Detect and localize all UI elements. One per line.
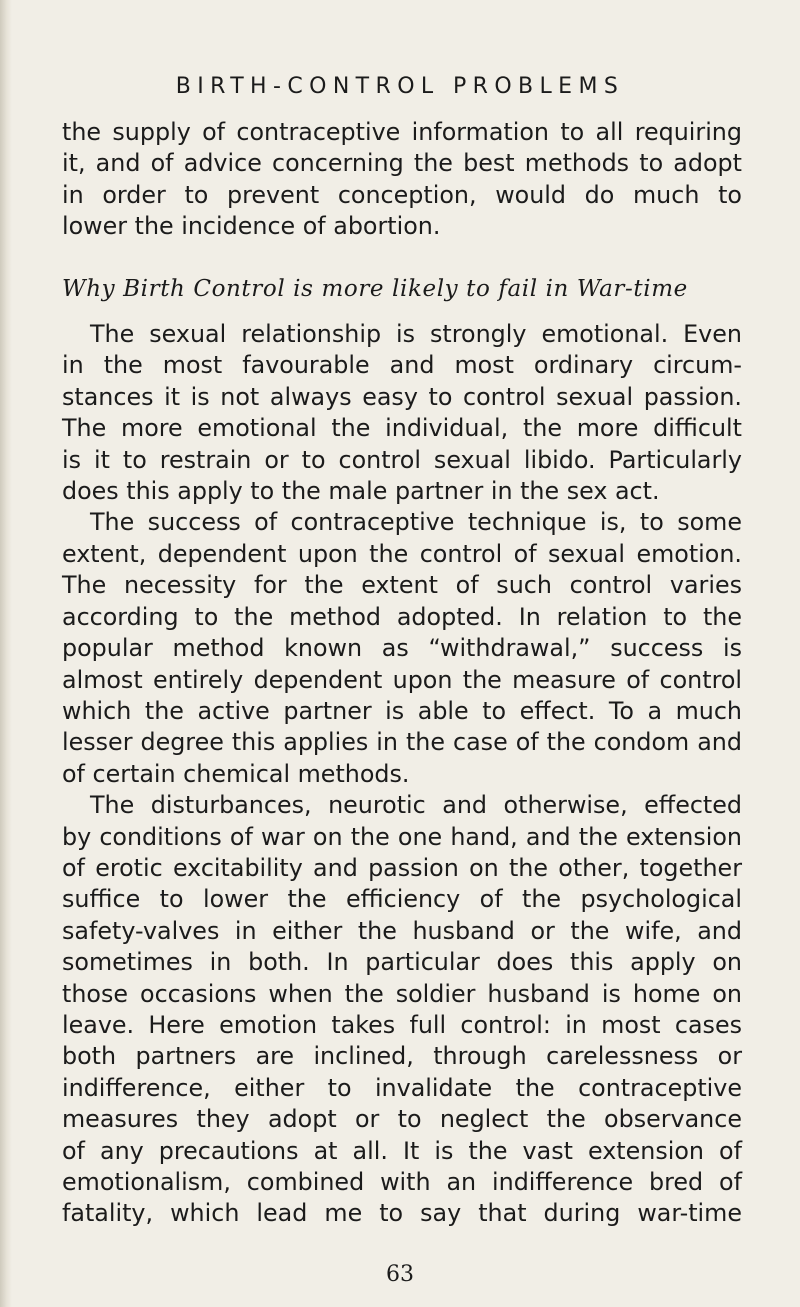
section-heading: Why Birth Control is more likely to fail in War-time xyxy=(62,275,688,302)
page-number: 63 xyxy=(386,1262,414,1287)
body-paragraph xyxy=(62,507,742,790)
text-line: both partners are inclined, through carelessness or xyxy=(62,1042,742,1071)
text-block xyxy=(62,117,742,1230)
text-line: which the active partner is able to effect. To a much xyxy=(62,696,742,725)
text-line: is it to restrain or to control sexual libido. Particularly xyxy=(62,445,742,474)
text-line: by conditions of war on the one hand, and the extension xyxy=(62,822,742,851)
text-line: The necessity for the extent of such control varies xyxy=(62,571,742,600)
text-line: The success of contraceptive technique is, to some xyxy=(90,508,742,537)
text-line: of erotic excitability and passion on the other, together xyxy=(62,853,742,882)
text-line: of any precautions at all. It is the vast extension of xyxy=(62,1136,742,1165)
text-line: suffice to lower the efficiency of the psychological xyxy=(62,885,742,914)
body-paragraph xyxy=(62,790,742,1230)
body-paragraph xyxy=(62,319,742,507)
opening-paragraph xyxy=(62,117,742,243)
text-line: The disturbances, neurotic and otherwise, effected xyxy=(90,791,742,820)
binding-shadow xyxy=(0,0,12,1307)
running-head: BIRTH-CONTROL PROBLEMS xyxy=(175,74,625,99)
text-line: lesser degree this applies in the case of the condom and xyxy=(62,728,742,757)
text-line: measures they adopt or to neglect the observance xyxy=(62,1105,742,1134)
text-line: popular method known as “withdrawal,” success is xyxy=(62,634,742,663)
text-line: almost entirely dependent upon the measure of control xyxy=(62,665,742,694)
text-line: indifference, either to invalidate the contraceptive xyxy=(62,1073,742,1102)
text-line: leave. Here emotion takes full control: in most cases xyxy=(62,1010,742,1039)
text-line: in order to prevent conception, would do much to xyxy=(62,180,742,209)
text-line: The more emotional the individual, the more difficult xyxy=(62,414,742,443)
text-line: according to the method adopted. In relation to the xyxy=(62,602,742,631)
text-line: fatality, which lead me to say that during war-time xyxy=(62,1199,742,1228)
text-line: it, and of advice concerning the best methods to adopt xyxy=(62,149,742,178)
text-line: emotionalism, combined with an indifference bred of xyxy=(62,1168,742,1196)
text-line: those occasions when the soldier husband is home on xyxy=(62,979,742,1008)
text-line: stances it is not always easy to control sexual passion. xyxy=(62,382,742,411)
text-line: of certain chemical methods. xyxy=(62,759,410,788)
text-line: safety-valves in either the husband or the wife, and xyxy=(62,916,742,945)
text-line: The sexual relationship is strongly emotional. Even xyxy=(90,320,742,349)
text-line: extent, dependent upon the control of sexual emotion. xyxy=(62,539,742,568)
text-line: the supply of contraceptive information to all requiring xyxy=(62,118,742,146)
text-line: does this apply to the male partner in the sex act. xyxy=(62,477,660,506)
text-line: in the most favourable and most ordinary circum- xyxy=(62,351,742,380)
text-line: lower the incidence of abortion. xyxy=(62,212,441,241)
text-line: sometimes in both. In particular does this apply on xyxy=(62,948,742,977)
